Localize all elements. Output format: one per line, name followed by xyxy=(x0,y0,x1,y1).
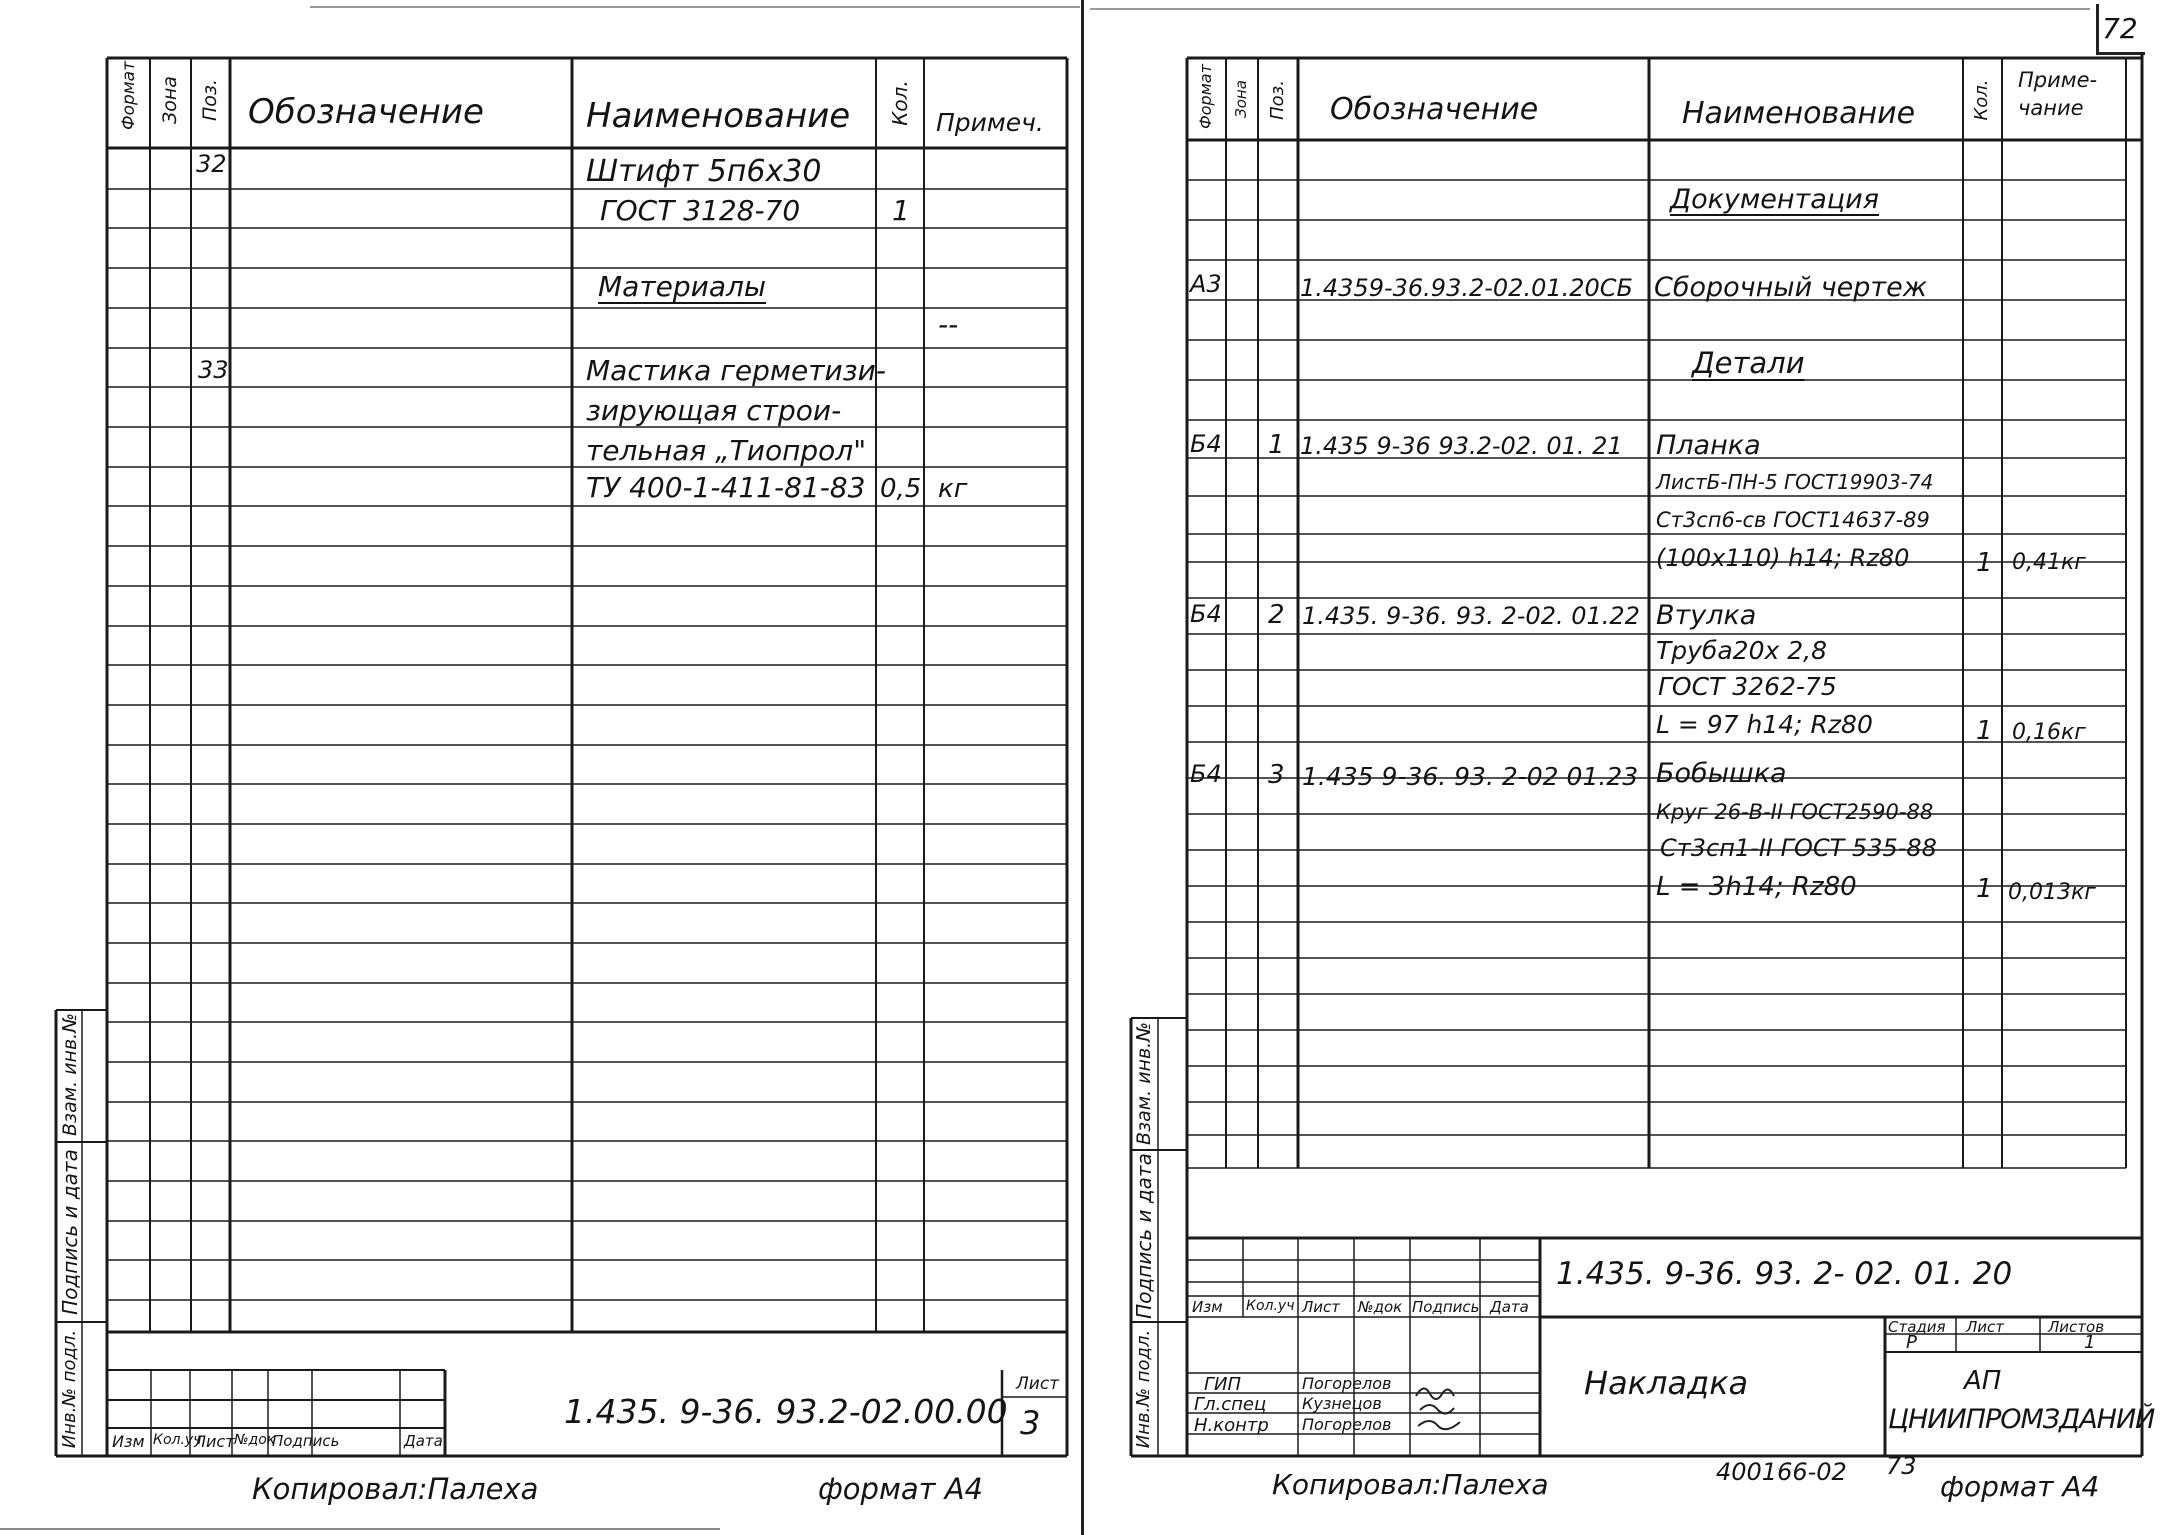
right-tb-role-nkontr: Н.контр xyxy=(1194,1415,1269,1436)
scan-mark xyxy=(310,6,1080,8)
right-tb-title: Накладка xyxy=(1584,1364,1749,1402)
right-tb-label-podpis: Подпись xyxy=(1412,1298,1480,1316)
left-row-qty: 1 xyxy=(892,194,910,227)
right-tb-org: ЦНИИПРОМЗДАНИЙ xyxy=(1888,1404,2155,1435)
right-row-format: Б4 xyxy=(1190,600,1222,628)
right-row-qty: 1 xyxy=(1976,716,1993,746)
right-tb-label-list: Лист xyxy=(1302,1298,1341,1316)
right-tb-name-gip: Погорелов xyxy=(1302,1374,1392,1393)
right-row-format: А3 xyxy=(1190,270,1222,298)
page-number: 72 xyxy=(2102,12,2138,45)
right-row-qty: 1 xyxy=(1976,548,1993,578)
right-row-format: Б4 xyxy=(1190,430,1222,458)
left-row-pos: 33 xyxy=(198,356,229,384)
right-row-name: Ст3сп1-II ГОСТ 535-88 xyxy=(1660,834,1937,862)
scan-mark xyxy=(1090,8,2090,10)
right-row-name: ГОСТ 3262-75 xyxy=(1658,672,1837,701)
right-stamp-podpis-data: Подпись и дата xyxy=(1132,1153,1156,1319)
right-row-name: (100х110) h14; Rz80 xyxy=(1656,544,1910,572)
left-row-name: ГОСТ 3128-70 xyxy=(600,194,801,227)
right-footer-doc-number: 400166-02 xyxy=(1716,1458,1847,1486)
left-tb-sheet-label: Лист xyxy=(1016,1374,1060,1394)
left-tb-code: 1.435. 9-36. 93.2-02.00.00 xyxy=(564,1392,1008,1431)
left-stamp-vzam-inv: Взам. инв.№ xyxy=(59,1013,81,1136)
right-tb-label-data: Дата xyxy=(1490,1298,1529,1316)
left-footer-format: формат А4 xyxy=(818,1472,983,1506)
left-header-designation: Обозначение xyxy=(248,92,484,132)
right-row-designation: 1.435 9-36. 93. 2-02 01.23 xyxy=(1302,762,1639,791)
scan-mark xyxy=(0,1528,720,1530)
left-row-qty: -- xyxy=(938,308,959,341)
right-tb-role-glspec: Гл.спец xyxy=(1194,1394,1267,1415)
right-row-designation: 1.435 9-36 93.2-02. 01. 21 xyxy=(1300,432,1623,460)
right-footer-page-alt: 73 xyxy=(1886,1452,1917,1480)
right-tb-label-izm: Изм xyxy=(1192,1298,1223,1316)
right-stamp-inv-podl: Инв.№ подл. xyxy=(1133,1329,1154,1449)
right-tb-org-short: АП xyxy=(1964,1366,2002,1396)
right-header-pos: Поз. xyxy=(1267,80,1288,120)
left-row-name: зирующая строи- xyxy=(586,394,842,427)
right-row-note: 0,013кг xyxy=(2008,880,2096,905)
right-tb-label-ndok: №док xyxy=(1358,1298,1403,1316)
left-row-name: Мастика герметизи- xyxy=(586,354,886,387)
left-tb-label-podpis: Подпись xyxy=(272,1432,340,1450)
right-header-name: Наименование xyxy=(1682,96,1916,131)
right-tb-sheet-label: Лист xyxy=(1966,1318,2005,1336)
right-tb-name-nkontr: Погорелов xyxy=(1302,1415,1392,1434)
right-row-name: Сборочный чертеж xyxy=(1654,272,1928,303)
left-tb-sheet-number: 3 xyxy=(1020,1404,1041,1442)
right-row-qty: 1 xyxy=(1976,874,1993,904)
left-header-qty: Кол. xyxy=(888,80,912,126)
left-header-note: Примеч. xyxy=(936,108,1044,137)
right-tb-stage: Р xyxy=(1906,1332,1917,1353)
right-row-name: Труба20х 2,8 xyxy=(1656,636,1827,665)
right-tb-code: 1.435. 9-36. 93. 2- 02. 01. 20 xyxy=(1556,1256,2013,1292)
left-row-name: Материалы xyxy=(598,270,766,303)
right-row-pos: 1 xyxy=(1268,430,1285,460)
left-tb-label-izm: Изм xyxy=(112,1432,145,1451)
right-footer-copied: Копировал:Палеха xyxy=(1272,1468,1549,1501)
left-header-zone: Зона xyxy=(159,76,181,124)
left-header-name: Наименование xyxy=(586,96,851,136)
right-tb-label-koluch: Кол.уч xyxy=(1246,1298,1295,1314)
right-row-format: Б4 xyxy=(1190,760,1222,788)
right-tb-stage-label: Стадия xyxy=(1888,1318,1946,1336)
right-row-name: Втулка xyxy=(1656,600,1757,631)
left-row-name: тельная „Тиопрол" xyxy=(586,434,867,467)
right-header-designation: Обозначение xyxy=(1330,92,1539,127)
right-row-name: L = 97 h14; Rz80 xyxy=(1656,710,1873,739)
right-tb-signature xyxy=(1412,1374,1478,1434)
left-tb-label-list: Лист xyxy=(194,1432,235,1451)
right-row-note: 0,16кг xyxy=(2012,720,2086,745)
left-footer-copied: Копировал:Палеха xyxy=(252,1472,539,1506)
right-header-qty: Кол. xyxy=(1971,79,1992,121)
right-row-note: 0,41кг xyxy=(2012,550,2086,575)
right-row-name: Детали xyxy=(1692,346,1805,380)
right-row-name: Планка xyxy=(1656,430,1761,461)
left-stamp-podpis-data: Подпись и дата xyxy=(58,1149,82,1315)
right-header-note: Приме- чание xyxy=(2018,68,2098,120)
right-footer-format: формат А4 xyxy=(1940,1470,2100,1503)
right-row-name: L = 3h14; Rz80 xyxy=(1656,872,1857,902)
left-row-pos: 32 xyxy=(196,150,227,178)
left-row-name: Штифт 5п6х30 xyxy=(586,154,822,189)
left-stamp-inv-podl: Инв.№ подл. xyxy=(59,1329,80,1449)
right-row-pos: 2 xyxy=(1268,600,1285,630)
left-tb-label-koluch: Кол.уч xyxy=(153,1432,202,1448)
right-header-format: Формат xyxy=(1196,64,1215,129)
left-tb-label-data: Дата xyxy=(404,1432,443,1450)
right-row-name: Круг 26-В-II ГОСТ2590-88 xyxy=(1656,800,1934,824)
right-tb-sheets-label: Листов xyxy=(2048,1318,2105,1336)
right-stamp-vzam-inv: Взам. инв.№ xyxy=(1133,1022,1155,1145)
right-row-name: ЛистБ-ПН-5 ГОСТ19903-74 xyxy=(1656,470,1934,494)
right-tb-name-glspec: Кузнецов xyxy=(1302,1394,1382,1413)
right-row-designation: 1.435. 9-36. 93. 2-02. 01.22 xyxy=(1302,602,1640,630)
right-tb-role-gip: ГИП xyxy=(1204,1374,1242,1395)
left-row-name: ТУ 400-1-411-81-83 xyxy=(586,471,866,504)
right-header-zone: Зона xyxy=(1232,80,1250,118)
left-tb-label-ndok: №док xyxy=(234,1432,276,1448)
left-row-qty: 0,5 xyxy=(880,474,922,504)
right-row-pos: 3 xyxy=(1268,760,1285,790)
right-row-name: Бобышка xyxy=(1656,758,1787,789)
right-row-name: Ст3сп6-св ГОСТ14637-89 xyxy=(1656,508,1930,532)
right-row-designation: 1.4359-36.93.2-02.01.20СБ xyxy=(1300,274,1633,302)
left-header-pos: Поз. xyxy=(199,78,221,122)
left-row-note: кг xyxy=(938,474,968,504)
right-row-name: Документация xyxy=(1670,184,1879,215)
right-tb-sheets: 1 xyxy=(2084,1332,2096,1353)
left-header-format: Формат xyxy=(119,61,139,130)
